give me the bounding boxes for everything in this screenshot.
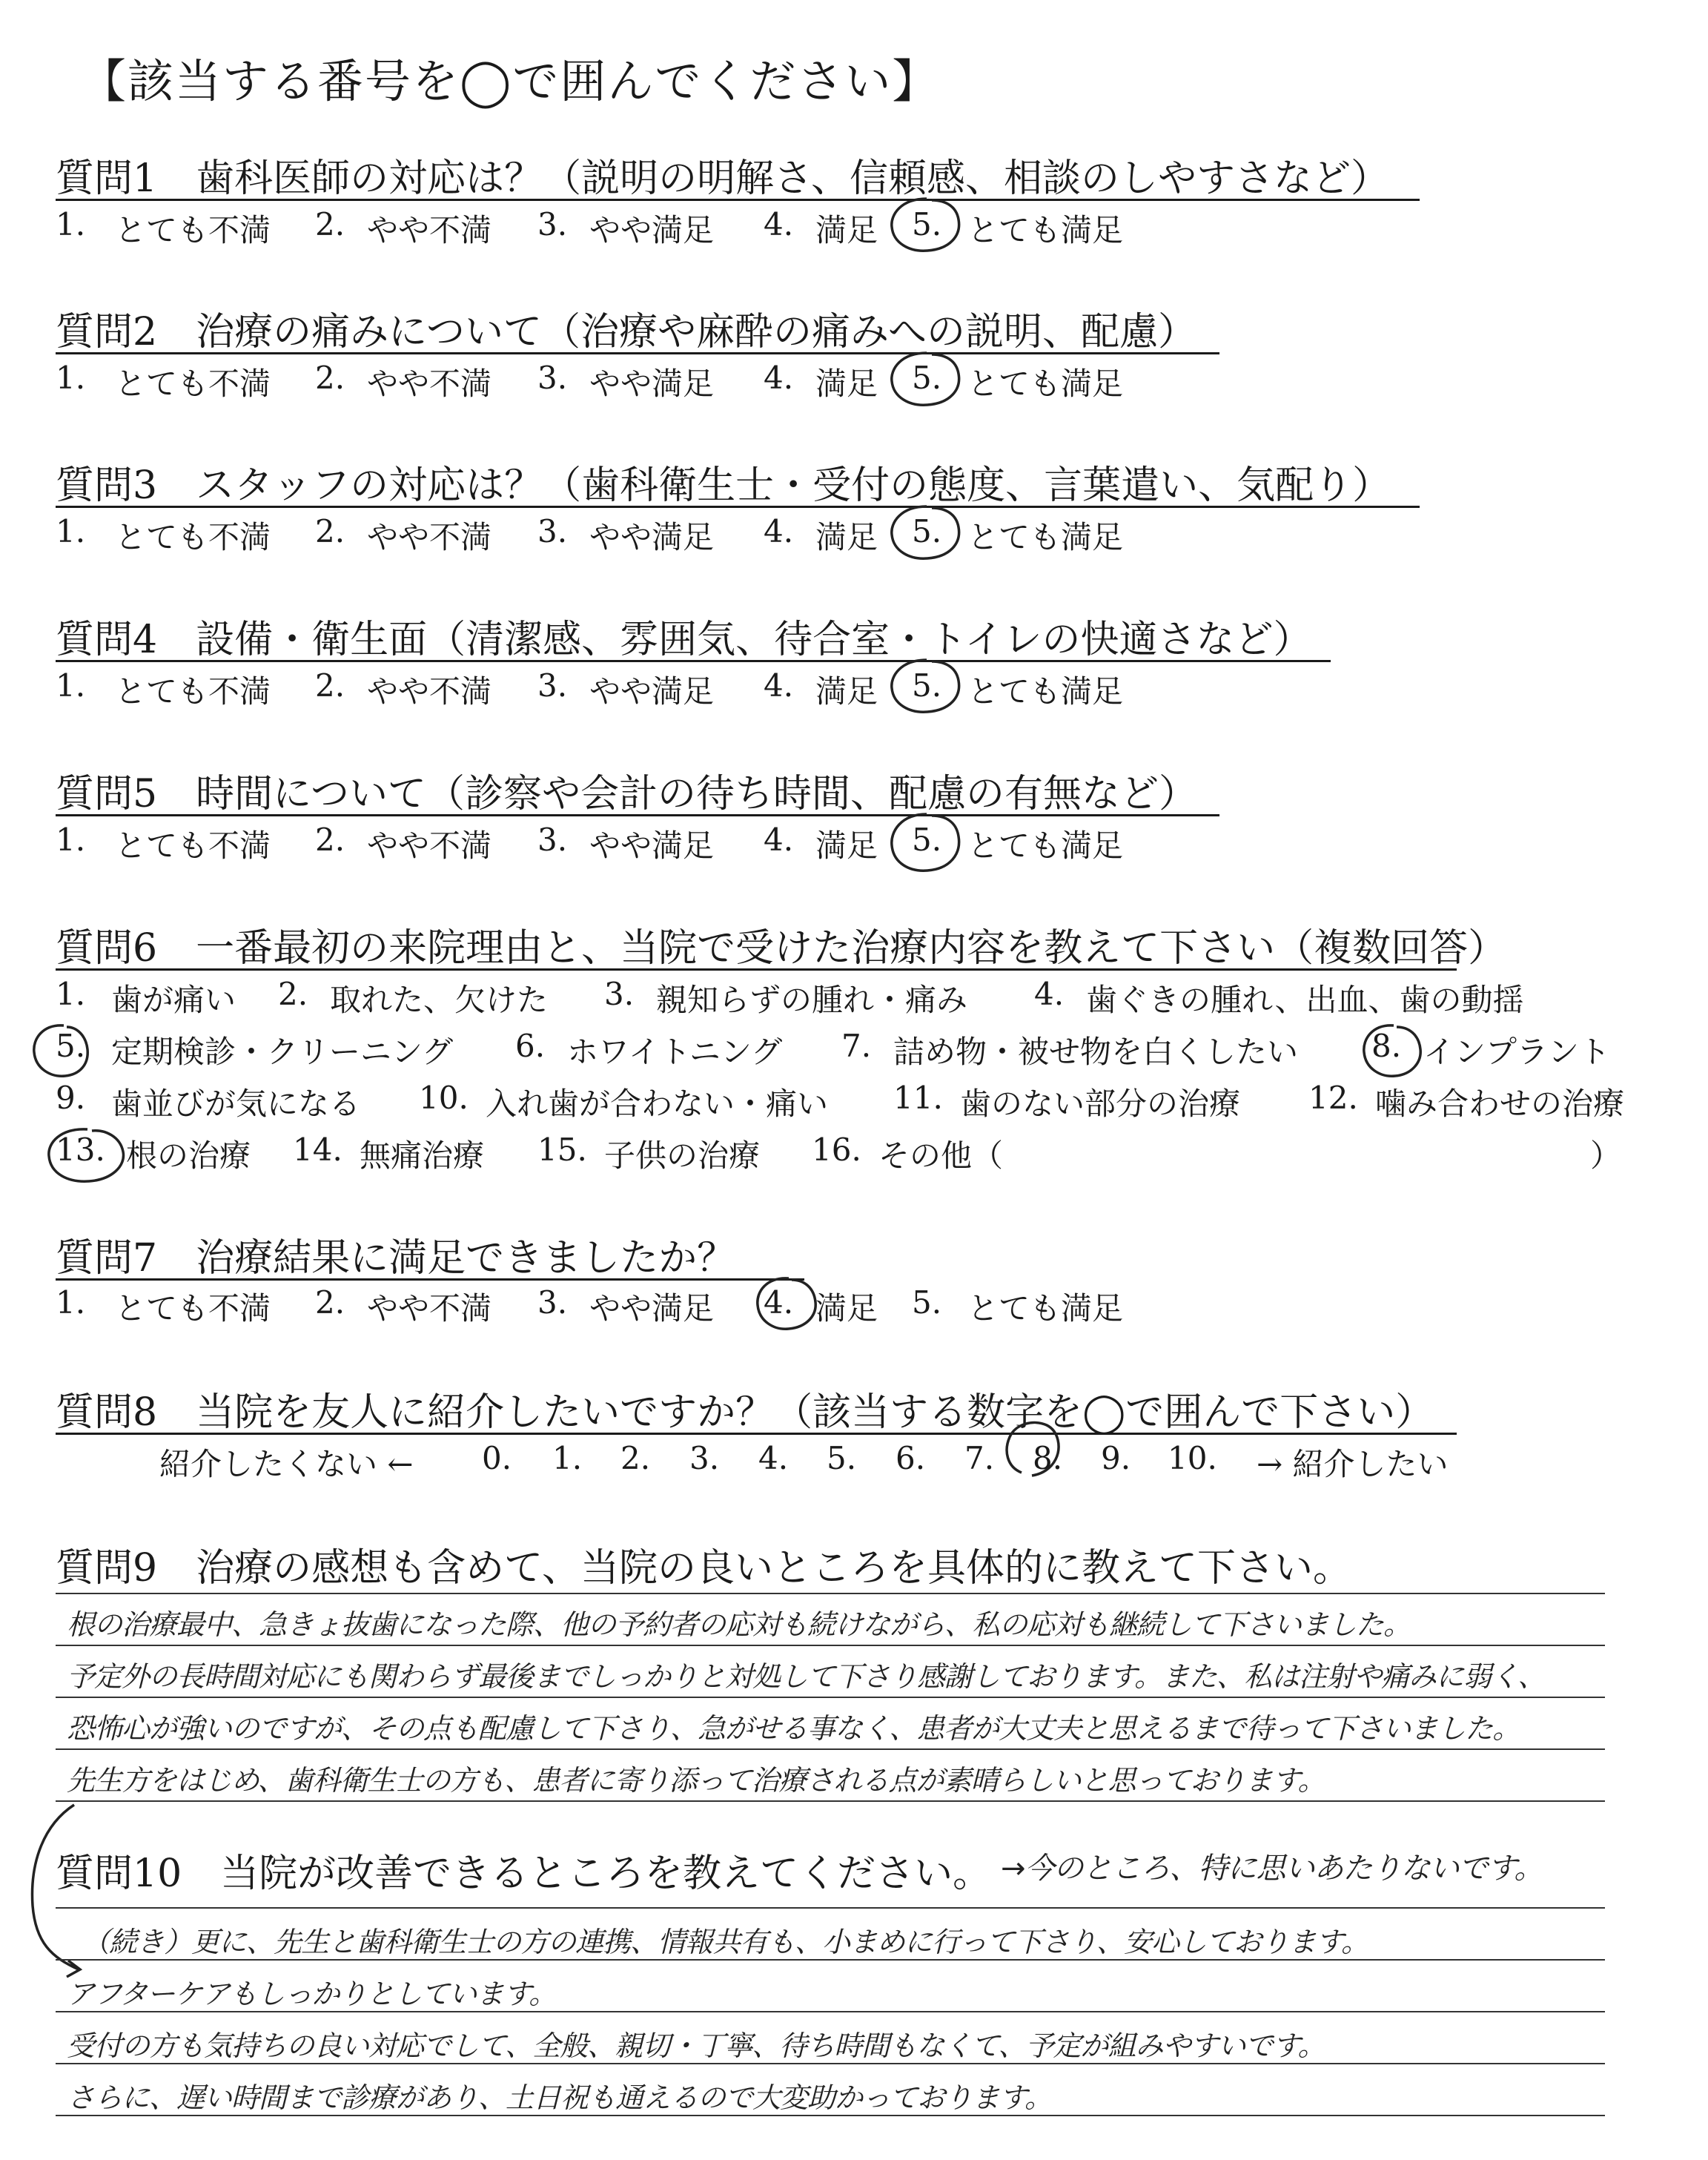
scale-4[interactable]: 4. xyxy=(758,1440,789,1476)
option-4-label[interactable]: 満足 xyxy=(815,828,878,864)
question-1-underline xyxy=(56,199,1420,201)
option-5-number[interactable]: 5. xyxy=(912,667,942,704)
option-4-number[interactable]: 4. xyxy=(764,360,794,396)
q9-answer-line-3: 恐怖心が強いのですが、その点も配慮して下さり、急がせる事なく、患者が大丈夫と思えるまで待って下さいました。 xyxy=(67,1712,1520,1745)
selection-circle-q4 xyxy=(886,655,967,716)
scale-5[interactable]: 5. xyxy=(827,1440,857,1476)
scale-1[interactable]: 1. xyxy=(552,1440,583,1476)
option-14-label[interactable]: 無痛治療 xyxy=(360,1137,485,1174)
option-16-close-paren: ） xyxy=(1590,1137,1622,1174)
question-3-title: 質問3 スタッフの対応は？（歯科衛生士・受付の態度、言葉遣い、気配り） xyxy=(56,463,1391,508)
question-6-title: 質問6 一番最初の来院理由と、当院で受けた治療内容を教えて下さい（複数回答） xyxy=(56,926,1507,971)
question-8-title: 質問8 当院を友人に紹介したいですか？（該当する数字を◯で囲んで下さい） xyxy=(56,1390,1434,1435)
option-12-label[interactable]: 噛み合わせの治療 xyxy=(1375,1086,1625,1122)
question-5-options xyxy=(56,822,1612,866)
option-2-label[interactable]: やや不満 xyxy=(367,673,492,710)
scale-9[interactable]: 9. xyxy=(1101,1440,1131,1476)
question-7-options xyxy=(56,1284,1612,1329)
option-7-label[interactable]: 詰め物・被せ物を白くしたい xyxy=(893,1034,1299,1070)
option-4-label[interactable]: 満足 xyxy=(815,519,878,555)
option-5-label[interactable]: とても満足 xyxy=(967,1290,1124,1327)
option-1-number[interactable]: 1. xyxy=(56,1284,86,1321)
scale-8[interactable]: 8. xyxy=(1033,1440,1063,1476)
option-2-label[interactable]: やや不満 xyxy=(367,828,492,864)
option-15-number[interactable]: 15. xyxy=(537,1132,587,1168)
option-2-label[interactable]: やや不満 xyxy=(367,519,492,555)
option-3-label[interactable]: やや満足 xyxy=(589,828,715,864)
option-3-number[interactable]: 3. xyxy=(537,1284,568,1321)
question-1-options xyxy=(56,206,1612,251)
option-5-label[interactable]: とても満足 xyxy=(967,366,1124,402)
option-1-number[interactable]: 1. xyxy=(56,513,86,549)
selection-circle-q7 xyxy=(750,1272,824,1335)
question-8-underline xyxy=(56,1433,1457,1435)
question-7-underline xyxy=(56,1278,804,1281)
option-5-label[interactable]: とても満足 xyxy=(967,673,1124,710)
option-3-label[interactable]: 親知らずの腫れ・痛み xyxy=(656,982,968,1018)
answer-line xyxy=(56,1697,1605,1698)
question-4-title: 質問4 設備・衛生面（清潔感、雰囲気、待合室・トイレの快適さなど） xyxy=(56,618,1312,662)
question-3-underline xyxy=(56,506,1420,508)
question-6-underline xyxy=(56,968,1457,971)
option-2-number[interactable]: 2. xyxy=(315,822,345,858)
option-5-number[interactable]: 5. xyxy=(912,1284,942,1321)
option-1-number[interactable]: 1. xyxy=(56,206,86,242)
option-8-number[interactable]: 8. xyxy=(1371,1028,1402,1064)
selection-circle-q3 xyxy=(886,502,967,563)
question-4-options xyxy=(56,667,1612,712)
option-10-label[interactable]: 入れ歯が合わない・痛い xyxy=(486,1086,829,1122)
selection-circle-q8 xyxy=(999,1415,1066,1482)
selection-circle-q5 xyxy=(886,810,967,876)
option-1-number[interactable]: 1. xyxy=(56,360,86,396)
selection-circle-q6-13 xyxy=(43,1123,132,1187)
option-4-label[interactable]: 満足 xyxy=(815,366,878,402)
option-5-label[interactable]: 定期検診・クリーニング xyxy=(111,1034,454,1070)
answer-line xyxy=(56,1593,1605,1594)
option-5-number[interactable]: 5. xyxy=(912,360,942,396)
option-1-number[interactable]: 1. xyxy=(56,822,86,858)
q10-answer-line-1: （続き）更に、先生と歯科衛生士の方の連携、情報共有も、小まめに行って下さり、安心しております。 xyxy=(82,1926,1368,1958)
selection-circle-q6-8 xyxy=(1357,1020,1428,1082)
option-5-number[interactable]: 5. xyxy=(56,1028,86,1064)
question-4-underline xyxy=(56,660,1331,662)
scale-3[interactable]: 3. xyxy=(689,1440,720,1476)
option-2-label[interactable]: 取れた、欠けた xyxy=(330,982,549,1018)
option-1-label[interactable]: とても不満 xyxy=(115,366,271,402)
option-1-number[interactable]: 1. xyxy=(56,667,86,704)
option-3-label[interactable]: やや満足 xyxy=(589,212,715,248)
option-16-number[interactable]: 16. xyxy=(812,1132,861,1168)
scale-10[interactable]: 10. xyxy=(1168,1440,1217,1476)
question-6-row-4 xyxy=(56,1132,1687,1176)
option-2-number[interactable]: 2. xyxy=(315,513,345,549)
option-15-label[interactable]: 子供の治療 xyxy=(604,1137,761,1174)
option-11-label[interactable]: 歯のない部分の治療 xyxy=(960,1086,1241,1122)
q10-answer-line-3: 受付の方も気持ちの良い対応でして、全般、親切・丁寧、待ち時間もなくて、予定が組みやすいです。 xyxy=(67,2029,1325,2062)
scale-6[interactable]: 6. xyxy=(896,1440,926,1476)
selection-circle-q6-5 xyxy=(28,1020,92,1082)
option-9-label[interactable]: 歯並びが気になる xyxy=(111,1086,361,1122)
option-2-number[interactable]: 2. xyxy=(278,976,308,1012)
option-3-label[interactable]: やや満足 xyxy=(589,1290,715,1327)
option-4-label[interactable]: 満足 xyxy=(815,1290,878,1327)
question-7-title: 質問7 治療結果に満足できましたか？ xyxy=(56,1236,736,1281)
scale-2[interactable]: 2. xyxy=(620,1440,651,1476)
answer-line xyxy=(56,1645,1605,1646)
question-2-title: 質問2 治療の痛みについて（治療や麻酔の痛みへの説明、配慮） xyxy=(56,310,1197,354)
option-13-label[interactable]: 根の治療 xyxy=(126,1137,251,1174)
option-11-number[interactable]: 11. xyxy=(893,1080,943,1116)
option-4-number[interactable]: 4. xyxy=(764,206,794,242)
option-1-label[interactable]: 歯が痛い xyxy=(111,982,236,1018)
question-5-underline xyxy=(56,814,1219,816)
page-title: 【該当する番号を◯で囲んでください】 xyxy=(80,54,940,108)
option-3-label[interactable]: やや満足 xyxy=(589,673,715,710)
option-3-number[interactable]: 3. xyxy=(537,360,568,396)
q9-answer-line-4: 先生方をはじめ、歯科衛生士の方も、患者に寄り添って治療される点が素晴らしいと思っております。 xyxy=(67,1764,1325,1797)
option-5-number[interactable]: 5. xyxy=(912,822,942,858)
answer-line xyxy=(56,1748,1605,1750)
question-6-row-3 xyxy=(56,1080,1687,1124)
option-5-label[interactable]: とても満足 xyxy=(967,828,1124,864)
option-10-number[interactable]: 10. xyxy=(419,1080,469,1116)
option-3-number[interactable]: 3. xyxy=(537,822,568,858)
option-1-number[interactable]: 1. xyxy=(56,976,86,1012)
selection-circle-q2 xyxy=(886,349,967,409)
q9-answer-line-1: 根の治療最中、急きょ抜歯になった際、他の予約者の応対も続けながら、私の応対も継続して下さいました。 xyxy=(67,1608,1411,1641)
option-2-number[interactable]: 2. xyxy=(315,360,345,396)
question-6-row-1 xyxy=(56,976,1687,1020)
option-1-label[interactable]: とても不満 xyxy=(115,519,271,555)
option-5-label[interactable]: とても満足 xyxy=(967,212,1124,248)
option-1-label[interactable]: とても不満 xyxy=(115,828,271,864)
question-2-underline xyxy=(56,352,1219,354)
scale-left-label: 紹介したくない ← xyxy=(159,1446,414,1482)
option-14-number[interactable]: 14. xyxy=(293,1132,342,1168)
option-7-number[interactable]: 7. xyxy=(841,1028,872,1064)
option-2-number[interactable]: 2. xyxy=(315,206,345,242)
question-6-row-2 xyxy=(56,1028,1687,1072)
option-3-number[interactable]: 3. xyxy=(537,667,568,704)
option-4-number[interactable]: 4. xyxy=(764,667,794,704)
q9-answer-line-2: 予定外の長時間対応にも関わらず最後までしっかりと対処して下さり感謝しております。また、私は注射や痛みに弱く、 xyxy=(67,1660,1546,1693)
option-6-number[interactable]: 6. xyxy=(515,1028,546,1064)
question-2-options xyxy=(56,360,1612,404)
option-1-label[interactable]: とても不満 xyxy=(115,673,271,710)
option-3-label[interactable]: やや満足 xyxy=(589,519,715,555)
option-1-label[interactable]: とても不満 xyxy=(115,1290,271,1327)
option-4-label[interactable]: 歯ぐきの腫れ、出血、歯の動揺 xyxy=(1086,982,1524,1018)
option-3-number[interactable]: 3. xyxy=(537,513,568,549)
option-3-label[interactable]: やや満足 xyxy=(589,366,715,402)
option-1-label[interactable]: とても不満 xyxy=(115,212,271,248)
scale-0[interactable]: 0. xyxy=(482,1440,512,1476)
option-3-number[interactable]: 3. xyxy=(537,206,568,242)
option-2-label[interactable]: やや不満 xyxy=(367,1290,492,1327)
option-4-label[interactable]: 満足 xyxy=(815,212,878,248)
option-4-number[interactable]: 4. xyxy=(764,1284,794,1321)
option-4-label[interactable]: 満足 xyxy=(815,673,878,710)
answer-line xyxy=(56,1800,1605,1802)
option-2-number[interactable]: 2. xyxy=(315,667,345,704)
scale-7[interactable]: 7. xyxy=(964,1440,995,1476)
option-3-number[interactable]: 3. xyxy=(604,976,635,1012)
option-2-number[interactable]: 2. xyxy=(315,1284,345,1321)
question-8-scale xyxy=(56,1440,1687,1484)
question-5-title: 質問5 時間について（診察や会計の待ち時間、配慮の有無など） xyxy=(56,772,1198,816)
option-13-number[interactable]: 13. xyxy=(56,1132,105,1168)
option-12-number[interactable]: 12. xyxy=(1308,1080,1358,1116)
question-10-title: 質問10 当院が改善できるところを教えてください。 xyxy=(56,1852,992,1896)
option-6-label[interactable]: ホワイトニング xyxy=(567,1034,783,1070)
question-9-title: 質問9 治療の感想も含めて、当院の良いところを具体的に教えて下さい。 xyxy=(56,1546,1352,1591)
q10-answer-line-2: アフターケアもしっかりとしています。 xyxy=(67,1978,557,2010)
option-5-number[interactable]: 5. xyxy=(912,206,942,242)
option-4-number[interactable]: 4. xyxy=(1034,976,1065,1012)
answer-line xyxy=(56,1907,1605,1909)
option-5-number[interactable]: 5. xyxy=(912,513,942,549)
option-2-label[interactable]: やや不満 xyxy=(367,366,492,402)
q10-short-answer: →今のところ、特に思いあたりないです。 xyxy=(1001,1852,1543,1886)
selection-circle-q1 xyxy=(886,194,967,255)
option-4-number[interactable]: 4. xyxy=(764,822,794,858)
option-8-label[interactable]: インプラント xyxy=(1423,1034,1611,1070)
question-1-title: 質問1 歯科医師の対応は？（説明の明解さ、信頼感、相談のしやすさなど） xyxy=(56,156,1390,201)
option-16-label[interactable]: その他（ xyxy=(878,1137,1004,1174)
scale-right-label: → 紹介したい xyxy=(1257,1446,1449,1482)
q10-answer-line-4: さらに、遅い時間まで診療があり、土日祝も通えるので大変助かっております。 xyxy=(67,2081,1052,2114)
option-4-number[interactable]: 4. xyxy=(764,513,794,549)
question-3-options xyxy=(56,513,1612,558)
option-2-label[interactable]: やや不満 xyxy=(367,212,492,248)
option-5-label[interactable]: とても満足 xyxy=(967,519,1124,555)
option-9-number[interactable]: 9. xyxy=(56,1080,86,1116)
